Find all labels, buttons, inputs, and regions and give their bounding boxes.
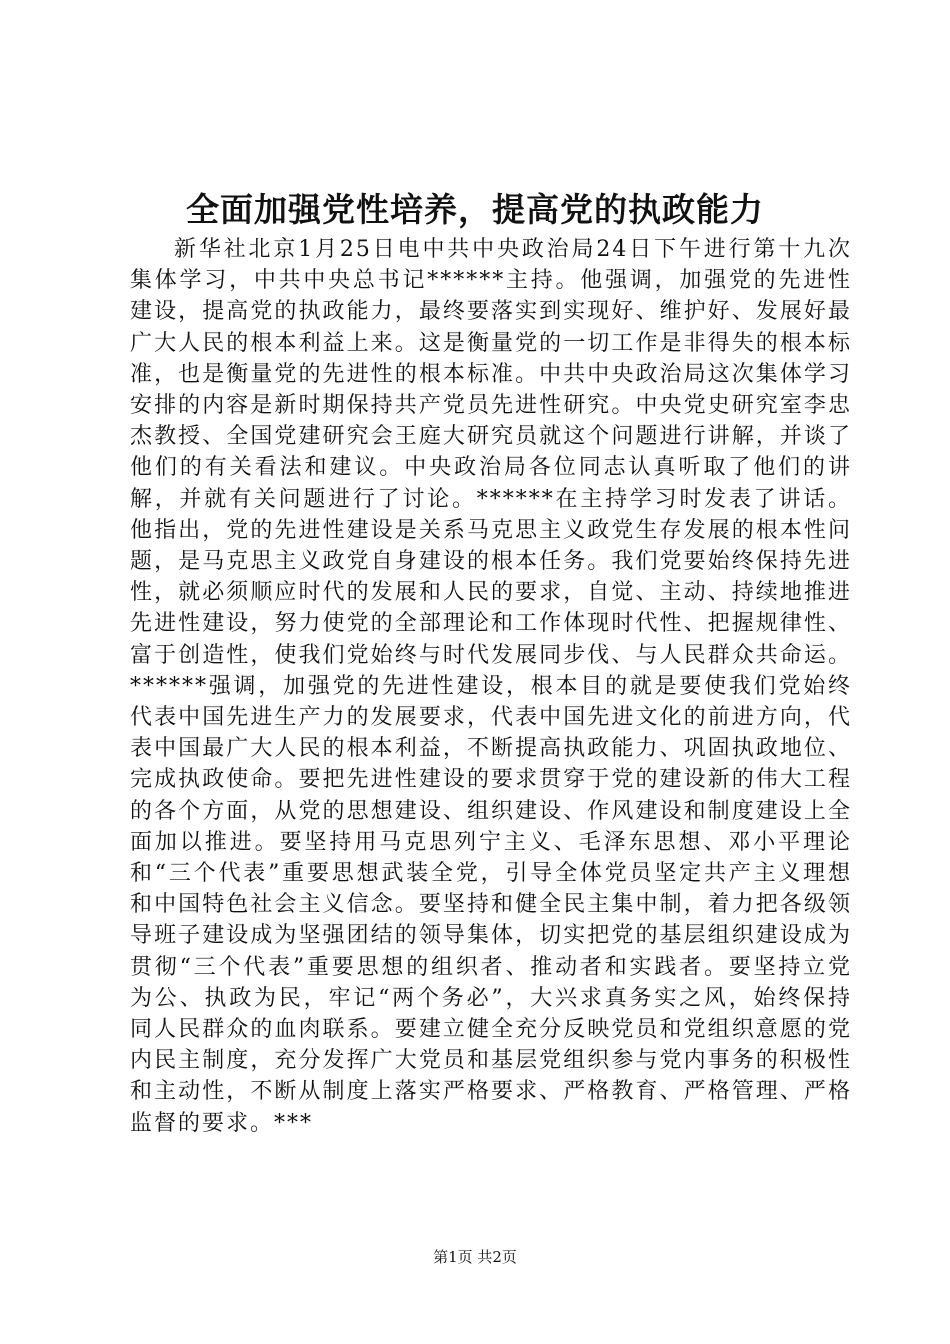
document-title: 全面加强党性培养，提高党的执政能力 xyxy=(186,190,764,229)
page-number-footer: 第1页 共2页 xyxy=(433,1248,517,1266)
body-paragraph: 新华社北京1月25日电中共中央政治局24日下午进行第十九次集体学习，中共中央总书记******主持。他强调，加强党的先进性建设，提高党的执政能力，最终要落实到实现好、维护好、发展好最广大人民的根本利益上来。这是衡量党的一切工作是非得失的根本标准，也是衡量党的先进性的根本标准。中共中央政治局这次集体学习安排的内容是新时期保持共产党员先进性研究。中央党史研究室李忠杰教授、全国党建研究会王庭大研究员就这个问题进行讲解，并谈了他们的有关看法和建议。中央政治局各位同志认真听取了他们的讲解，并就有关问题进行了讨论。******在主持学习时发表了讲话。他指出，党的先进性建设是关系马克思主义政党生存发展的根本性问题，是马克思主义政党自身建设的根本任务。我们党要始终保持先进性，就必须顺应时代的发展和人民的要求，自觉、主动、持续地推进先进性建设，努力使党的全部理论和工作体现时代性、把握规律性、富于创造性，使我们党始终与时代发展同步伐、与人民群众共命运。******强调，加强党的先进性建设，根本目的就是要使我们党始终代表中国先进生产力的发展要求，代表中国先进文化的前进方向，代表中国最广大人民的根本利益，不断提高执政能力、巩固执政地位、完成执政使命。要把先进性建设的要求贯穿于党的建设新的伟大工程的各个方面，从党的思想建设、组织建设、作风建设和制度建设上全面加以推进。要坚持用马克思列宁主义、毛泽东思想、邓小平理论和“三个代表”重要思想武装全党，引导全体党员坚定共产主义理想和中国特色社会主义信念。要坚持和健全民主集中制，着力把各级领导班子建设成为坚强团结的领导集体，切实把党的基层组织建设成为贯彻“三个代表”重要思想的组织者、推动者和实践者。要坚持立党为公、执政为民，牢记“两个务必”，大兴求真务实之风，始终保持同人民群众的血肉联系。要建立健全充分反映党员和党组织意愿的党内民主制度，充分发挥广大党员和基层党组织参与党内事务的积极性和主动性，不断从制度上落实严格要求、严格教育、严格管理、严格监督的要求。*** xyxy=(130,237,852,1136)
